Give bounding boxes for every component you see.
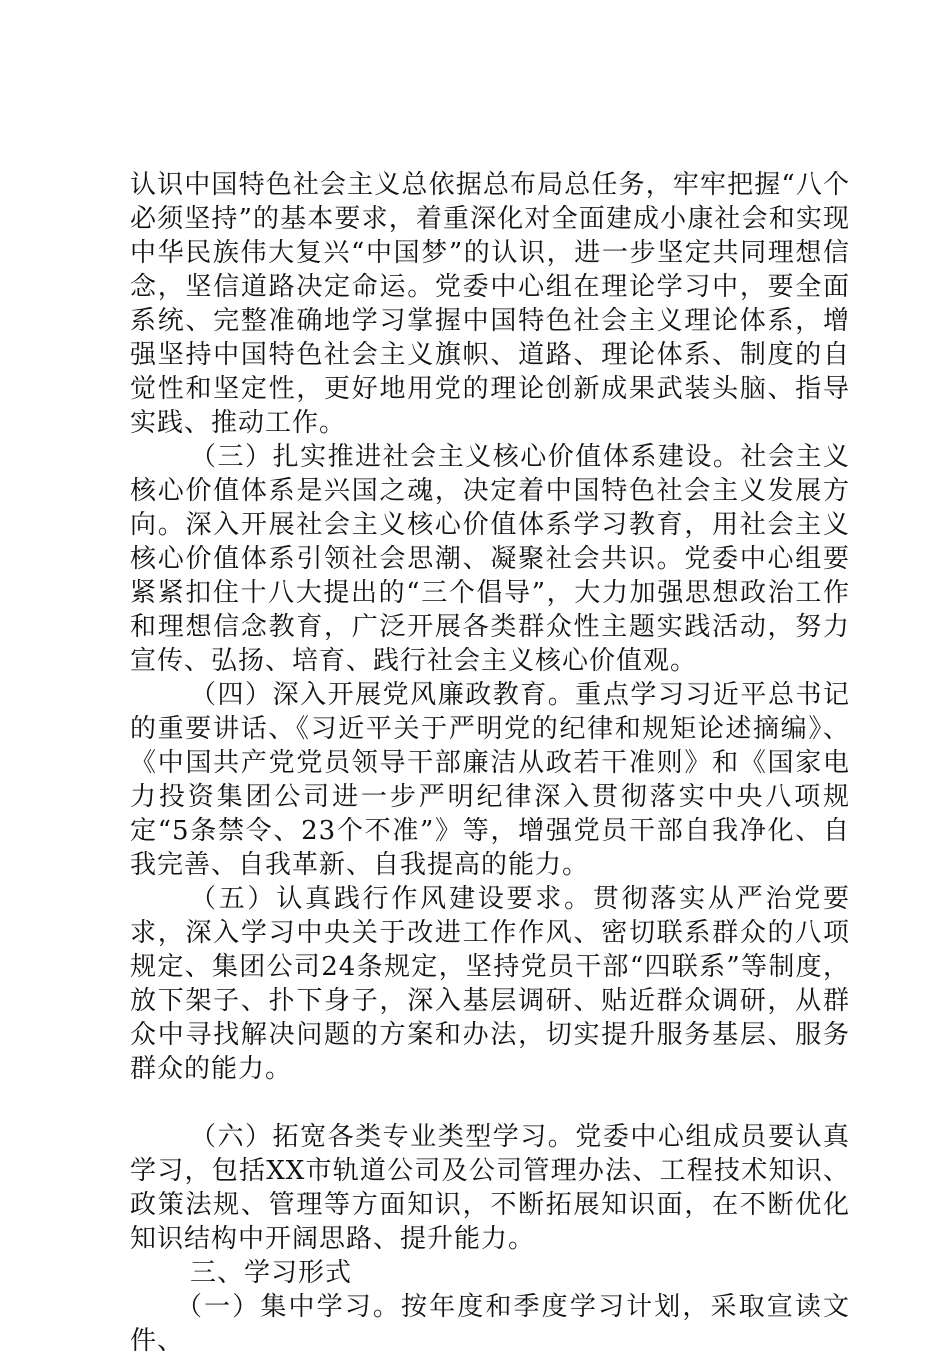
section-heading-study-forms: 三、学习形式	[190, 1258, 353, 1288]
paragraph-centralized-study: （一）集中学习。按年度和季度学习计划，采取宣读文件、	[130, 1292, 850, 1356]
paragraph-theory-study: 认识中国特色社会主义总依据总布局总任务，牢牢把握“八个必须坚持”的基本要求，着重深化对全面建成小康社会和实现中华民族伟大复兴“中国梦”的认识，进一步坚定共同理想信念，坚信道路决定命运。党委中心组在理论学习中，要全面系统、完整准确地学习掌握中国特色社会主义理论体系，增强坚持中国特色社会主义旗帜、道路、理论体系、制度的自觉性和坚定性，更好地用党的理论创新成果武装头脑、指导实践、推动工作。	[130, 170, 850, 438]
document-body	[130, 168, 850, 1358]
paragraph-clean-governance: （四）深入开展党风廉政教育。重点学习习近平总书记的重要讲话、《习近平关于严明党的纪律和规矩论述摘编》、《中国共产党党员领导干部廉洁从政若干准则》和《国家电力投资集团公司进一步严明纪律深入贯彻落实中央八项规定“5条禁令、23个不准”》等，增强党员干部自我净化、自我完善、自我革新、自我提高的能力。	[130, 680, 850, 880]
paragraph-core-values: （三）扎实推进社会主义核心价值体系建设。社会主义核心价值体系是兴国之魂，决定着中国特色社会主义发展方向。深入开展社会主义核心价值体系学习教育，用社会主义核心价值体系引领社会思潮、凝聚社会共识。党委中心组要紧紧扣住十八大提出的“三个倡导”，大力加强思想政治工作和理想信念教育，广泛开展各类群众性主题实践活动，努力宣传、弘扬、培育、践行社会主义核心价值观。	[130, 442, 850, 676]
paragraph-work-style: （五）认真践行作风建设要求。贯彻落实从严治党要求，深入学习中央关于改进工作作风、密切联系群众的八项规定、集团公司24条规定，坚持党员干部“四联系”等制度，放下架子、扑下身子，深入基层调研、贴近群众调研，从群众中寻找解决问题的方案和办法，切实提升服务基层、服务群众的能力。	[130, 884, 850, 1084]
paragraph-professional-study: （六）拓宽各类专业类型学习。党委中心组成员要认真学习，包括XX市轨道公司及公司管理办法、工程技术知识、政策法规、管理等方面知识，不断拓展知识面，在不断优化知识结构中开阔思路、提升能力。	[130, 1122, 850, 1254]
